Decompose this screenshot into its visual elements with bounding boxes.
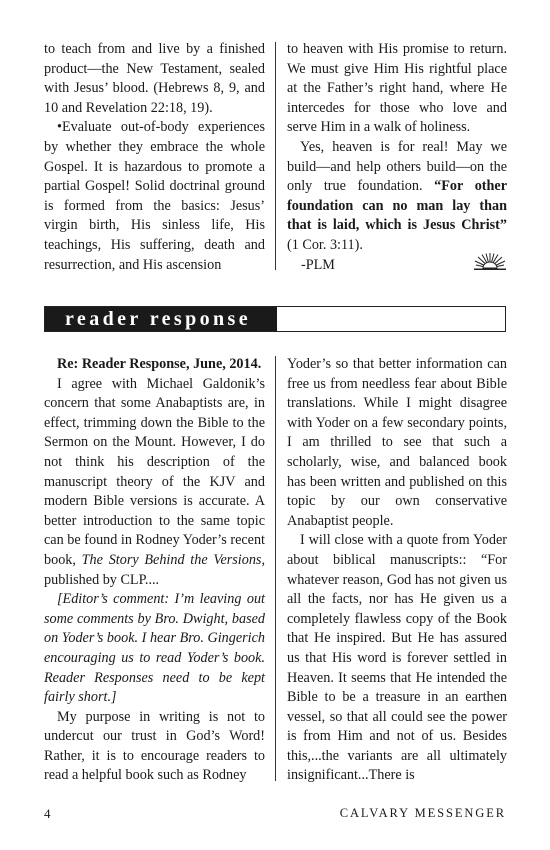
letter-paragraph-1-lead: I agree with Michael Galdonik’s concern that some Anabaptists are, in effect, trimming down the Bible to the Sermon on the Mount. However, I do not think his description of the manuscript theory of the KJV and modern Bible versions is accurate. A better introduction to the same topic can be found in Rodney Yoder’s recent book,: [44, 375, 265, 568]
bottom-right-column: [287, 355, 507, 786]
section-banner-fill: [45, 307, 277, 331]
editor-comment-text: [Editor’s comment: I’m leaving out some comments by Bro. Dwight, based on Yoder’s book. I hear Bro. Gingerich encouraging us to read Yoder’s book. Reader Responses need to be kept fairly short.]: [44, 591, 265, 706]
signature: -PLM: [301, 256, 335, 273]
top-left-paragraph-2: •Evaluate out-of-body experiences by whether they embrace the whole Gospel. It is hazardous to promote a partial Gospel! Solid doctrinal ground is formed from the basics: Jesus’ virgin birth, His sinless life, His teachings, His suffering, death and resurrection, and His ascension: [44, 119, 265, 273]
page-number: 4: [44, 806, 51, 821]
letter-paragraph-4: I will close with a quote from Yoder about biblical manuscripts:: “For whatever reason, God has not given us all the facts, nor has He given us a completely flawless copy of the Book that He inspired. But He has assured us that His word is forever settled in Heaven. It seems that He intended the Bible to be a treasure in an earthen vessel, so that all could see the power is from Him and not of us. Besides this,...the variants are all ultimately insignificant...There is: [287, 532, 507, 784]
scripture-quote: “For other foundation can no man lay than that is laid, which is Jesus Christ”: [287, 178, 507, 234]
section-title: reader response: [65, 308, 251, 330]
top-left-paragraph-1: to teach from and live by a finished product—the New Testament, sealed with Jesus’ blood. (Hebrews 8, 9, and 10 and Revelation 22:18, 19).: [44, 41, 265, 116]
top-right-paragraph-2-lead: Yes, heaven is for real! May we build—and help others build—on the only true foundation.: [287, 138, 507, 195]
book-title: The Story Behind the Versions,: [81, 551, 265, 568]
bottom-left-column: [44, 355, 265, 786]
scripture-reference: (1 Cor. 3:11).: [287, 236, 363, 253]
section-banner: [44, 306, 506, 332]
top-right-paragraph-2: [287, 138, 507, 256]
letter-paragraph-3: Yoder’s so that better information can free us from needless fear about Bible translations. While I might disagree with Yoder on a few secondary points, I am thrilled to see that such a scholarly, wise, and balanced book has been written and published on this topic by our own conservative Anabaptist people.: [287, 356, 507, 529]
letter-heading-text: Re: Reader Response, June, 2014.: [57, 356, 262, 372]
letter-paragraph-1: [44, 375, 265, 591]
top-right-column: [287, 40, 507, 275]
letter-heading: [44, 355, 265, 375]
column-divider-top: [275, 42, 276, 270]
letter-paragraph-1-tail: published by CLP....: [44, 571, 160, 588]
editor-comment: [44, 590, 265, 708]
letter-paragraph-2: My purpose in writing is not to undercut our trust in God’s Word! Rather, it is to encourage readers to read a helpful book such as Rodney: [44, 708, 265, 784]
sunburst-icon: [474, 253, 506, 270]
top-right-paragraph-1: to heaven with His promise to return. We must give Him His rightful place at the Father’s right hand, where He intercedes for those who love and serve Him in a walk of holiness.: [287, 41, 507, 136]
running-title: CALVARY MESSENGER: [339, 806, 506, 820]
top-left-column: [44, 40, 265, 275]
column-divider-bottom: [275, 356, 276, 781]
